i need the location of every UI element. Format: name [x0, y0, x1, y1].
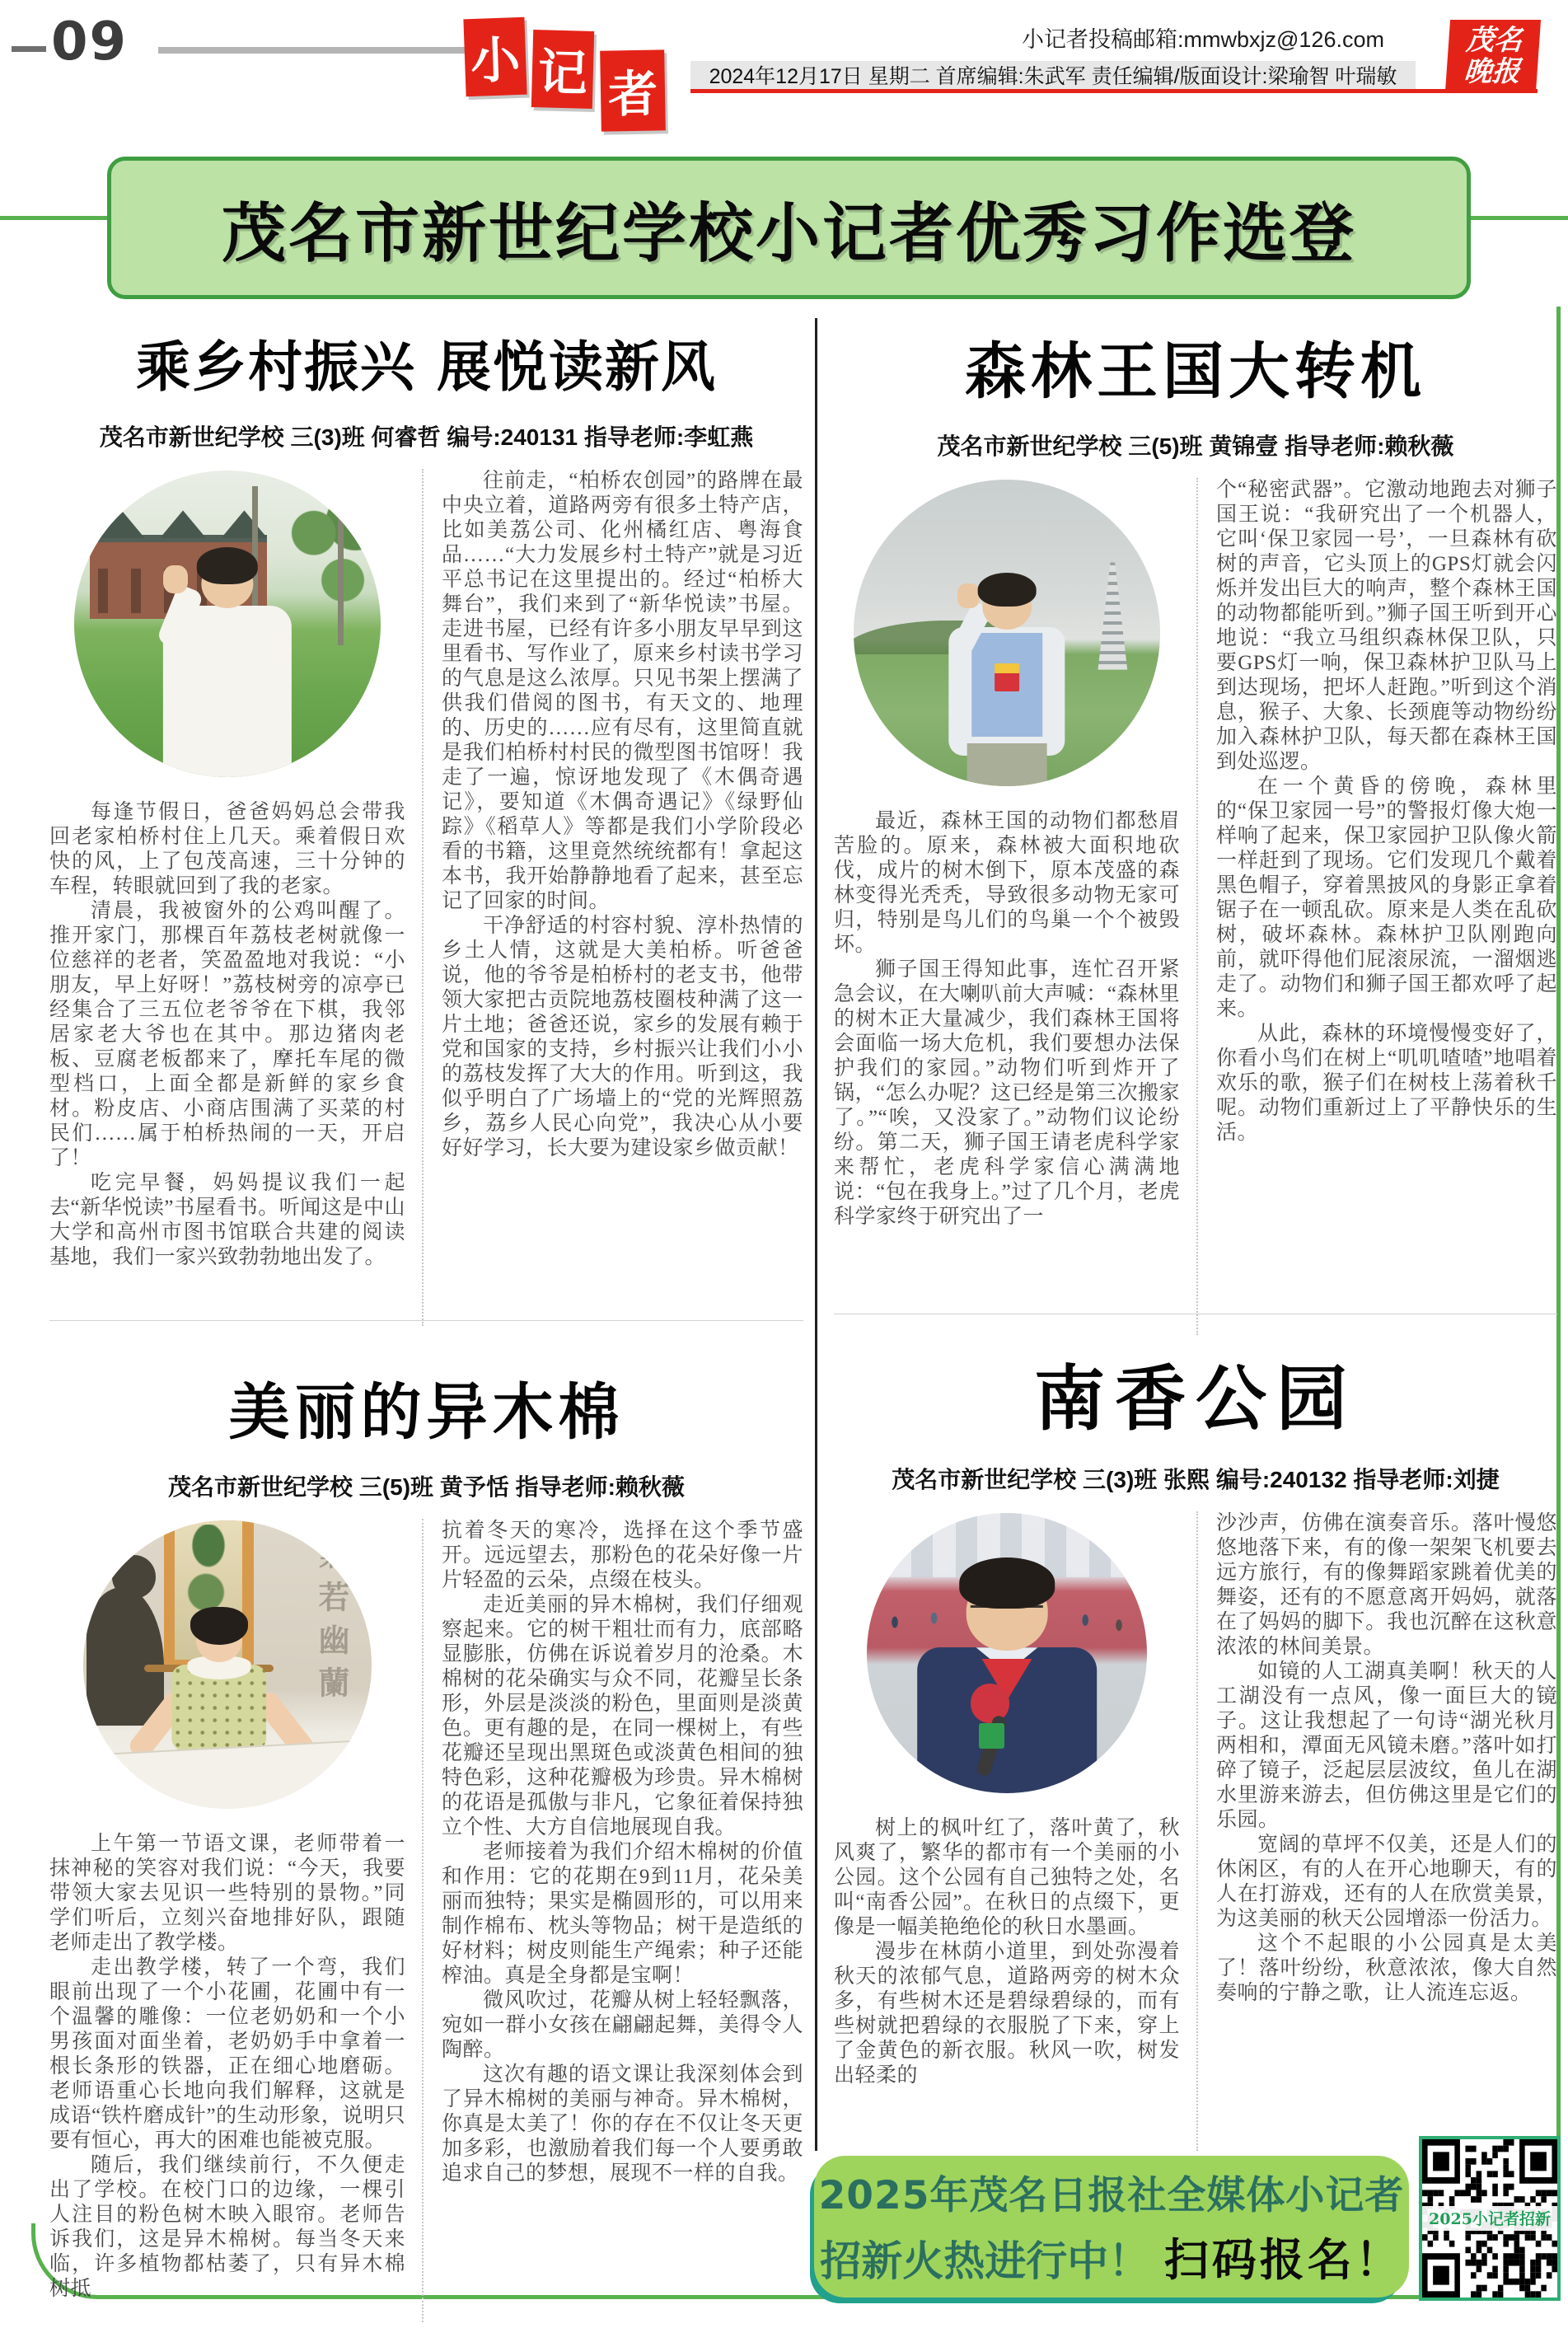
article-columns [49, 469, 803, 1326]
article-paragraph: 个“秘密武器”。它激动地跑去对狮子国王说：“我研究出了一个机器人，它叫‘保卫家园一号’，一旦森林有砍树的声音，它头顶上的GPS灯就会闪烁并发出巨大的响声，整个森林王国的动物都能听到。”狮子国王听到开心地说：“我立马组织森林保卫队，只要GPS灯一响，保卫森林护卫队马上到达现场，把坏人赶跑。”听到这个消息，猴子、大象、长颈鹿等动物纷纷加入森林护卫队，每天都在森林王国到处巡逻。 [1216, 479, 1557, 773]
article-column-right [1196, 478, 1557, 1335]
article-paragraph: 清晨，我被窗外的公鸡叫醒了。推开家门，那棵百年荔枝老树就像一位慈祥的老者，笑盈盈地对我说：“小朋友，早上好呀！”荔枝树旁的凉亭已经集合了三五位老爷爷在下棋，我邻居家老大爷也在其中。那边猪肉老板、豆腐老板都来了，摩托车尾的微型档口，上面全都是新鲜的家乡食材。粉皮店、小商店围满了买菜的村民们……属于柏桥热闹的一天，开启了！ [49, 900, 405, 1169]
article-paragraph: 这次有趣的语文课让我深刻体会到了异木棉树的美丽与神奇。异木棉树，你真是太美了！你的存在不仅让冬天更加多彩，也激励着我们每一个人要勇敢追求自己的梦想，展现不一样的自我。 [442, 2063, 803, 2185]
recruitment-line2-black: 扫码报名！ [1163, 2234, 1403, 2286]
masthead-logo-char [531, 30, 594, 109]
article-paragraph: 如镜的人工湖真美啊！秋天的人工湖没有一点风，像一面巨大的镜子。这让我想起了一句诗“湖光秋月两相和，潭面无风镜未磨。”落叶如打碎了镜子，泛起层层波纹，鱼儿在湖水里游来游去，但仿佛这里是它们的乐园。 [1216, 1661, 1557, 1831]
article-title: 乘乡村振兴 展悦读新风 [136, 335, 717, 399]
article-paragraph: 抗着冬天的寒冷，选择在这个季节盛开。远远望去，那粉色的花朵好像一片片轻盈的云朵，点缀在枝头。 [442, 1520, 803, 1591]
article-title: 美丽的异木棉 [228, 1377, 625, 1448]
article-paragraph: 树上的枫叶红了，落叶黄了，秋风爽了，繁华的都市有一个美丽的小公园。这个公园有自己独特之处，名叫“南香公园”。在秋日的点缀下，更像是一幅美艳绝伦的秋日水墨画。 [834, 1817, 1180, 1938]
masthead-logo-char [463, 17, 527, 97]
article-byline: 茂名市新世纪学校 三(5)班 黄锦壹 指导老师:赖秋薇 [937, 433, 1454, 459]
article-paragraph: 最近，森林王国的动物们都愁眉苦脸的。原来，森林被大面积地砍伐，成片的树木倒下，原本茂盛的森林变得光秃秃，导致很多动物无家可归，特别是鸟儿们的鸟巢一个个被毁坏。 [834, 810, 1180, 956]
article-column-left [49, 469, 405, 1326]
newspaper-masthead [1445, 20, 1541, 92]
recruitment-banner [814, 2156, 1409, 2298]
article-paragraph: 老师接着为我们介绍木棉树的价值和作用：它的花期在9到11月，花朵美丽而独特；果实是椭圆形的，可以用来制作棉布、枕头等物品；树干是造纸的好材料；树皮则能生产绳索；种子还能榨油。真是全身都是宝啊！ [442, 1841, 803, 1987]
article-byline: 茂名市新世纪学校 三(3)班 何睿哲 编号:240131 指导老师:李虹燕 [99, 424, 754, 450]
article-column-left [834, 478, 1180, 1335]
page-number: 09 [51, 12, 129, 73]
qr-code-label: 2025小记者招新 [1422, 2206, 1557, 2232]
article-paragraph: 上午第一节语文课，老师带着一抹神秘的笑容对我们说：“今天，我要带领大家去见识一些特别的景物。”同学们听后，立刻兴奋地排好队，跟随老师走出了教学楼。 [49, 1833, 405, 1954]
red-rule [690, 89, 1538, 93]
submission-email: 小记者投稿邮箱:mmwbxjz@126.com [1022, 27, 1384, 52]
section-banner-title: 茂名市新世纪学校小记者优秀习作选登 [221, 196, 1356, 271]
article-3 [49, 1364, 803, 2322]
banner-wing-right [1460, 216, 1568, 220]
article-text [834, 1816, 1180, 2088]
student-photo-girl-scroll-painting [83, 1520, 372, 1809]
recruitment-line2-green: 招新火热进行中！ [820, 2237, 1150, 2285]
page-number-dash [12, 46, 46, 52]
article-byline: 茂名市新世纪学校 三(5)班 黄予恬 指导老师:赖秋薇 [168, 1474, 685, 1500]
article-column-right [422, 1519, 803, 2322]
article-text [442, 469, 803, 1161]
logo-char-2: 记 [536, 44, 588, 103]
article-text [49, 1832, 405, 2302]
article-paragraph: 宽阔的草坪不仅美，还是人们的休闲区，有的人在开心地聊天，有的人在打游戏，还有的人在欣赏美景，为这美丽的秋天公园增添一份活力。 [1216, 1834, 1557, 1930]
student-photo-boy-microphone [867, 1513, 1147, 1793]
article-column-right [422, 469, 803, 1326]
article-paragraph: 从此，森林的环境慢慢变好了，你看小鸟们在树上“叽叽喳喳”地唱着欢乐的歌，猴子们在树枝上荡着秋千呢。动物们重新过上了平静快乐的生活。 [1216, 1023, 1557, 1144]
article-paragraph: 随后，我们继续前行，不久便走出了学校。在校门口的边缘，一棵引人注目的粉色树木映入眼帘。老师告诉我们，这是异木棉树。每当冬天来临，许多植物都枯萎了，只有异木棉树抵 [49, 2154, 405, 2300]
article-paragraph: 干净舒适的村容村貌、淳朴热情的乡土人情，这就是大美柏桥。听爸爸说，他的爷爷是柏桥村的老支书，他带领大家把古贡院地荔枝圈枝种满了这一片土地；爸爸还说，家乡的发展有赖于党和国家的支持，乡村振兴让我们小小的荔枝发挥了大大的作用。听到这，我似乎明白了广场墙上的“党的光辉照荔乡，荔乡人民心向党”，我决心从小要好好学习，长大要为建设家乡做贡献！ [442, 915, 803, 1159]
article-paragraph: 狮子国王得知此事，连忙召开紧急会议，在大喇叭前大声喊：“森林里的树木正大量减少，我们森林王国将会面临一场大危机，我们要想办法保护我们的家园。”动物们听到炸开了锅，“怎么办呢？这已经是第三次搬家了。”“唉，又没家了。”动物们议论纷纷。第二天，狮子国王请老虎科学家来帮忙，老虎科学家信心满满地说：“包在我身上。”过了几个月，老虎科学家终于研究出了一 [834, 958, 1180, 1228]
article-2 [834, 323, 1557, 1335]
signup-qr-code [1419, 2136, 1561, 2301]
article-byline: 茂名市新世纪学校 三(3)班 张熙 编号:240132 指导老师:刘捷 [892, 1467, 1500, 1492]
article-title: 森林王国大转机 [965, 336, 1426, 407]
article-column-left [49, 1519, 405, 2322]
article-columns [834, 478, 1557, 1335]
article-text [834, 809, 1180, 1230]
article-paragraph: 走近美丽的异木棉树，我们仔细观察起来。它的树干粗壮而有力，底部略显膨胀，仿佛在诉说着岁月的沧桑。木棉树的花朵确实与众不同，花瓣呈长条形，外层是淡淡的粉色，里面则是淡黄色。更有趣的是，在同一棵树上，有些花瓣还呈现出黑斑色或淡黄色相间的独特色彩，这种花瓣极为珍贵。异木棉树的花语是孤傲与非凡，它象征着保持独立个性、大方自信地展现自我。 [442, 1594, 803, 1839]
recruitment-line2 [820, 2225, 1402, 2288]
masthead-line2: 晚报 [1463, 55, 1522, 88]
student-photo-boy-heritage-building [74, 471, 381, 777]
masthead-logo-char [600, 49, 666, 131]
article-paragraph: 这个不起眼的小公园真是太美了！落叶纷纷，秋意浓浓，像大自然奏响的宁静之歌，让人流连忘返。 [1216, 1932, 1557, 2004]
article-column-left [834, 1511, 1180, 2088]
article-text [1216, 1511, 1557, 2006]
banner-wing-left [0, 216, 109, 220]
wall-calligraphy: 氣若幽蘭 [313, 1538, 350, 1709]
article-columns [49, 1519, 803, 2322]
article-paragraph: 往前走，“柏桥农创园”的路牌在最中央立着，道路两旁有很多土特产店，比如美荔公司、化州橘红店、粤海食品……“大力发展乡村土特产”就是习近平总书记在这里提出的。经过“柏桥大舞台”，我们来到了“新华悦读”书屋。走进书屋，已经有许多小朋友早早到这里看书、写作业了，原来乡村读书学习的气息是这么浓厚。只见书架上摆满了供我们借阅的图书，有天文的、地理的、历史的……应有尽有，这里简直就是我们柏桥村村民的微型图书馆呀！我走了一遍，惊讶地发现了《木偶奇遇记》，要知道《木偶奇遇记》《绿野仙踪》《稻草人》等都是我们小学阶段必看的书籍，这里竟然统统都有！拿起这本书，我开始静静地看了起来，甚至忘记了回家的时间。 [442, 470, 803, 912]
page-frame-mask [28, 303, 40, 2223]
article-paragraph: 在一个黄昏的傍晚，森林里的“保卫家园一号”的警报灯像大炮一样响了起来，保卫家园护卫队像火箭一样赶到了现场。它们发现几个戴着黑色帽子，穿着黑披风的身影正拿着锯子在一顿乱砍。原来是人类在乱砍树，破坏森林。森林护卫队刚跑向前，就吓得他们屁滚尿流，一溜烟逃走了。动物们和狮子国王都欢呼了起来。 [1216, 775, 1557, 1020]
article-paragraph: 漫步在林荫小道里，到处弥漫着秋天的浓郁气息，道路两旁的树木众多，有些树木还是碧绿碧绿的，而有些树就把碧绿的衣服脱了下来，穿上了金黄色的新衣服。秋风一吹，树发出轻柔的 [834, 1941, 1180, 2087]
article-paragraph: 走出教学楼，转了一个弯，我们眼前出现了一个小花圃，花圃中有一个温馨的雕像：一位老奶奶和一个小男孩面对面坐着，老奶奶手中拿着一根长条形的铁器，正在细心地磨砺。老师语重心长地向我们解释，这就是成语“铁杵磨成针”的生动形象，说明只要有恒心，再大的困难也能被克服。 [49, 1956, 405, 2152]
recruitment-line1: 2025年茂名日报社全媒体小记者 [818, 2173, 1405, 2218]
section-banner [107, 157, 1471, 299]
article-paragraph: 微风吹过，花瓣从树上轻轻飘落，宛如一群小女孩在翩翩起舞，美得令人陶醉。 [442, 1989, 803, 2061]
date-editors-bar: 2024年12月17日 星期二 首席编辑:朱武军 责任编辑/版面设计:梁瑜智 叶瑞敏 [690, 61, 1416, 89]
masthead-line1: 茂名 [1464, 24, 1524, 57]
logo-char-1: 小 [469, 30, 522, 91]
article-text [1216, 478, 1557, 1145]
header-rule [158, 47, 476, 54]
article-paragraph: 沙沙声，仿佛在演奏音乐。落叶慢悠悠地落下来，有的像一架架飞机要去远方旅行，有的像舞蹈家跳着优美的舞姿，还有的不愿意离开妈妈，就落在了妈妈的脚下。我也沉醉在这秋意浓浓的林间美景。 [1216, 1512, 1557, 1658]
logo-char-3: 者 [607, 65, 658, 124]
article-1 [49, 323, 803, 1326]
article-text [442, 1519, 803, 2186]
student-photo-boy-field [854, 480, 1160, 786]
article-title: 南香公园 [1034, 1358, 1357, 1440]
article-paragraph: 吃完早餐，妈妈提议我们一起去“新华悦读”书屋看书。听闻这是中山大学和高州市图书馆联合共建的阅读基地，我们一家兴致勃勃地出发了。 [49, 1172, 405, 1268]
article-column-right [1196, 1511, 1557, 2151]
article-text [49, 800, 405, 1270]
article-paragraph: 每逢节假日，爸爸妈妈总会带我回老家柏桥村住上几天。乘着假日欢快的风，上了包茂高速，三十分钟的车程，转眼就回到了我的老家。 [49, 801, 405, 897]
center-divider [815, 318, 817, 2151]
